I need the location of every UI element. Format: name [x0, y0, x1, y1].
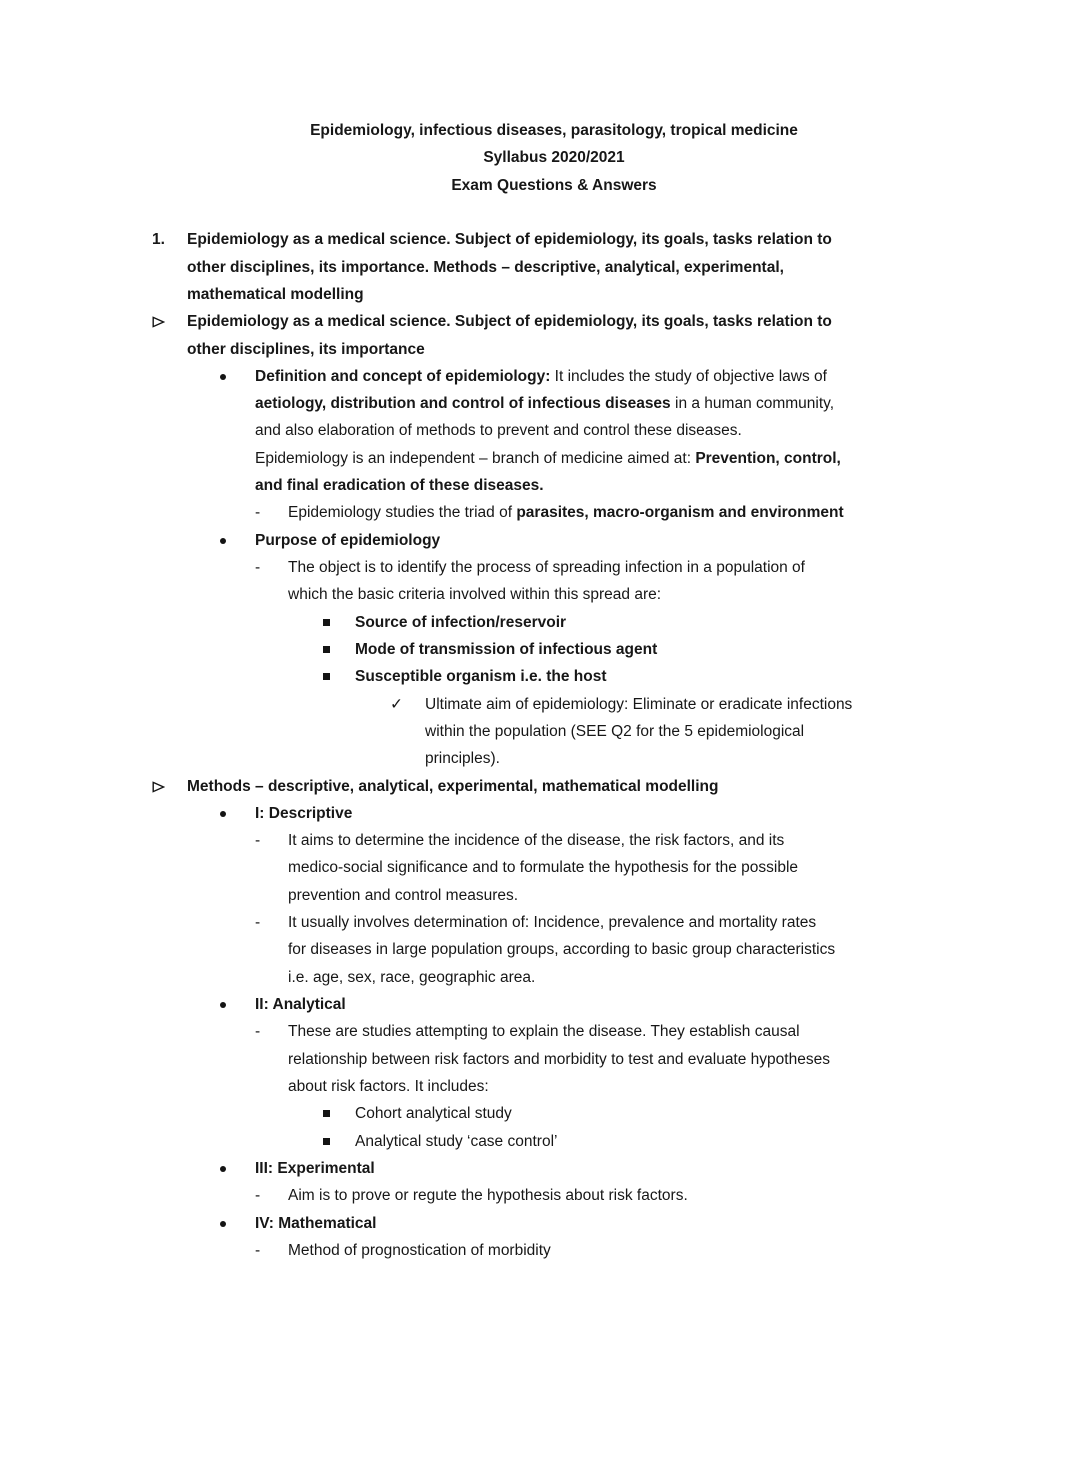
dot-bullet-icon: [220, 1002, 226, 1008]
text-line: [288, 1073, 956, 1100]
dot-bullet-icon: [220, 374, 226, 380]
arrow-bullet-icon: [152, 315, 165, 329]
text-line: [255, 1155, 956, 1182]
text-line: [425, 745, 956, 772]
text-run: Epidemiology studies the triad of: [288, 504, 517, 522]
text-run: II: Analytical: [255, 996, 346, 1013]
text-line: [288, 964, 956, 991]
list-item-dash: [152, 554, 956, 609]
text-line: [255, 991, 956, 1018]
text-line: [288, 499, 956, 526]
text-line: [288, 882, 956, 909]
text-line: [425, 718, 956, 745]
text-line: [288, 1237, 956, 1264]
list-item-num: [152, 226, 956, 308]
text-line: [187, 773, 956, 800]
check-bullet-icon: ✓: [390, 694, 403, 713]
text-run: within the population (SEE Q2 for the 5 epidemiological: [425, 722, 805, 740]
text-run: and final eradication of these diseases.: [255, 477, 544, 495]
list-item-arrow: [152, 308, 956, 363]
text-run: principles).: [425, 750, 500, 768]
list-item-dash: [152, 909, 956, 991]
text-line: [288, 554, 956, 581]
dash-bullet: -: [255, 1241, 261, 1259]
list-item-square: [152, 609, 956, 636]
text-run: Ultimate aim of epidemiology: Eliminate or eradicate infections: [425, 695, 853, 713]
text-run: parasites, macro-organism and environment: [516, 504, 844, 522]
text-run: I: Descriptive: [255, 804, 353, 822]
list-item-bullet: [152, 363, 956, 500]
text-line: [255, 390, 956, 417]
doc-title-line-3: Exam Questions & Answers: [451, 176, 657, 194]
list-item-bullet: [152, 991, 956, 1018]
text-run: It usually involves determination of: Incidence, prevalence and mortality rates: [288, 914, 817, 932]
text-line: [255, 445, 956, 472]
list-item-dash: [152, 1182, 956, 1209]
list-item-dash: [152, 1018, 956, 1100]
text-run: other disciplines, its importance. Methods – descriptive, analytical, experimental,: [187, 258, 784, 276]
text-run: III: Experimental: [255, 1159, 375, 1177]
text-run: Susceptible organism i.e. the host: [355, 668, 607, 686]
dot-bullet-icon: [220, 538, 226, 544]
dash-bullet: -: [255, 832, 261, 850]
text-run: i.e. age, sex, race, geographic area.: [288, 968, 536, 986]
text-run: It includes the study of objective laws of: [554, 367, 827, 385]
text-run: Methods – descriptive, analytical, experimental, mathematical modelling: [187, 777, 719, 795]
list-item-square: [152, 636, 956, 663]
list-item-square: [152, 1128, 956, 1155]
text-line: [288, 1046, 956, 1073]
document-title-block: [152, 117, 956, 199]
text-run: Definition and concept of epidemiology:: [255, 367, 555, 385]
list-item-check: [152, 691, 956, 773]
text-line: [255, 1210, 956, 1237]
text-line: [255, 472, 956, 499]
arrow-bullet-icon: [152, 780, 165, 794]
text-line: [187, 254, 956, 281]
text-run: in a human community,: [670, 395, 835, 413]
dash-bullet: -: [255, 504, 261, 522]
text-run: for diseases in large population groups, according to basic group characteristics: [288, 941, 836, 959]
text-line: [355, 636, 956, 663]
text-line: [255, 417, 956, 444]
text-run: Mode of transmission of infectious agent: [355, 640, 658, 658]
text-run: other disciplines, its importance: [187, 340, 425, 358]
text-run: which the basic criteria involved within this spread are:: [288, 586, 662, 604]
text-line: [288, 909, 956, 936]
text-run: Purpose of epidemiology: [255, 531, 441, 549]
text-run: Prevention, control,: [695, 449, 841, 467]
square-bullet-icon: [323, 619, 330, 626]
list-item-square: [152, 1100, 956, 1127]
text-run: These are studies attempting to explain the disease. They establish causal: [288, 1023, 800, 1041]
text-line: [288, 936, 956, 963]
list-item-bullet: [152, 1210, 956, 1237]
text-line: [288, 1182, 956, 1209]
text-run: It aims to determine the incidence of the disease, the risk factors, and its: [288, 832, 785, 850]
text-run: aetiology, distribution and control of infectious diseases: [255, 395, 671, 413]
list-item-bullet: [152, 800, 956, 827]
doc-title-line-2: Syllabus 2020/2021: [483, 149, 625, 167]
text-line: [288, 1018, 956, 1045]
text-line: [187, 308, 956, 335]
text-line: [255, 363, 956, 390]
list-item-arrow: [152, 773, 956, 800]
dot-bullet-icon: [220, 811, 226, 817]
dash-bullet: -: [255, 559, 261, 576]
text-line: [255, 527, 956, 554]
text-line: [187, 336, 956, 363]
text-run: Method of prognostication of morbidity: [288, 1241, 551, 1259]
text-line: [187, 226, 956, 253]
list-item-dash: [152, 827, 956, 909]
text-line: [355, 1128, 956, 1155]
text-run: The object is to identify the process of spreading infection in a population of: [288, 559, 805, 576]
text-run: Cohort analytical study: [355, 1105, 512, 1123]
square-bullet-icon: [323, 673, 330, 680]
dot-bullet-icon: [220, 1166, 226, 1172]
text-run: IV: Mathematical: [255, 1214, 377, 1232]
text-line: [288, 827, 956, 854]
dash-bullet: -: [255, 1187, 261, 1205]
text-line: [355, 609, 956, 636]
square-bullet-icon: [323, 1138, 330, 1145]
list-item-dash: [152, 1237, 956, 1264]
text-line: [288, 854, 956, 881]
text-run: Epidemiology as a medical science. Subject of epidemiology, its goals, tasks relation to: [187, 313, 832, 331]
text-run: prevention and control measures.: [288, 886, 519, 904]
text-line: [355, 663, 956, 690]
text-run: Epidemiology is an independent – branch of medicine aimed at:: [255, 449, 696, 467]
list-item-square: [152, 663, 956, 690]
title-body-gap: [152, 199, 956, 226]
dot-bullet-icon: [220, 1221, 226, 1227]
dash-bullet: -: [255, 914, 261, 932]
text-run: medico-social significance and to formulate the hypothesis for the possible: [288, 859, 799, 877]
text-line: [288, 581, 956, 608]
text-run: Source of infection/reservoir: [355, 613, 567, 631]
text-line: [187, 281, 956, 308]
text-run: Aim is to prove or regute the hypothesis about risk factors.: [288, 1187, 688, 1205]
text-run: mathematical modelling: [187, 285, 364, 303]
text-line: [355, 1100, 956, 1127]
document-body: [152, 226, 956, 1264]
text-run: about risk factors. It includes:: [288, 1077, 489, 1095]
text-run: and also elaboration of methods to prevent and control these diseases.: [255, 422, 742, 440]
text-line: [255, 800, 956, 827]
text-run: relationship between risk factors and morbidity to test and evaluate hypotheses: [288, 1050, 830, 1068]
dash-bullet: -: [255, 1023, 261, 1041]
doc-title-line-1: Epidemiology, infectious diseases, parasitology, tropical medicine: [310, 122, 798, 139]
item-number: 1.: [152, 231, 165, 249]
square-bullet-icon: [323, 1110, 330, 1117]
square-bullet-icon: [323, 646, 330, 653]
list-item-bullet: [152, 1155, 956, 1182]
list-item-dash: [152, 499, 956, 526]
text-run: Epidemiology as a medical science. Subject of epidemiology, its goals, tasks relation to: [187, 231, 832, 249]
list-item-bullet: [152, 527, 956, 554]
document-content: [152, 0, 956, 1264]
text-line: [425, 691, 956, 718]
text-run: Analytical study ‘case control’: [355, 1132, 558, 1150]
